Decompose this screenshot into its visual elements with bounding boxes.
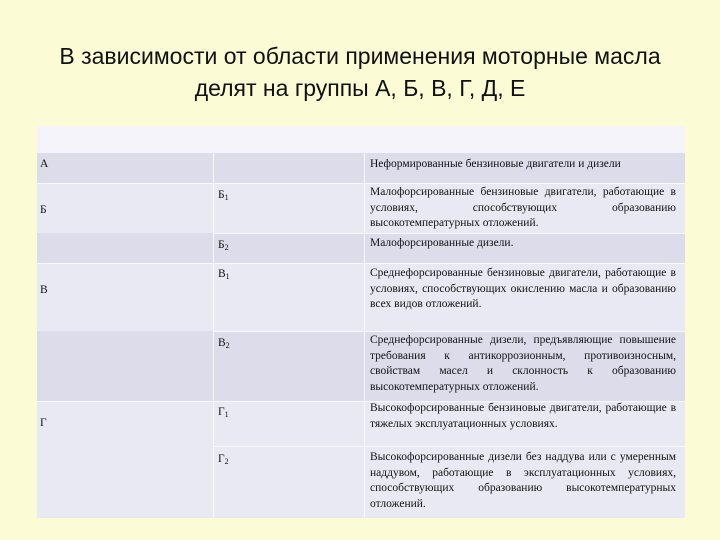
row-divider: [37, 263, 685, 264]
table-header-row: [37, 126, 685, 153]
row-divider: [213, 331, 685, 332]
title-line-2: делят на группы А, Б, В, Г, Д, Е: [194, 75, 526, 101]
slide-title: [20, 40, 700, 104]
description-v1: Среднефорсированные бензиновые двигатели, работающие в условиях, способствующих окислению масла и образованию всех видов отложений.: [370, 267, 676, 310]
column-divider-1: [213, 153, 214, 518]
row-divider: [213, 233, 685, 234]
motor-oil-groups-table: [37, 126, 685, 518]
group-g: Г: [40, 417, 47, 429]
group-v: В: [40, 284, 48, 296]
description-b2: Малофорсированные дизели.: [370, 237, 514, 249]
subgroup-b2: $Б_2$: [218, 239, 229, 252]
column-divider-2: [364, 153, 365, 518]
description-g1: Высокофорсированные бензиновые двигатели, работающие в тяжелых эксплуатационных условиях.: [370, 402, 676, 430]
description-v2: Среднефорсированные дизели, предъявляющие повышение требования к антикоррозионным, противоизносным, свойствам масел и склонность к образованию высокотемпературных отложений.: [370, 334, 676, 393]
description-a: Неформированные бензиновые двигатели и дизели: [370, 158, 621, 170]
subgroup-v2: $В_2$: [218, 337, 230, 350]
subgroup-g1: $Г_1$: [218, 406, 229, 419]
subgroup-g2: $Г_2$: [218, 453, 229, 466]
subgroup-b1: $Б_1$: [218, 189, 229, 202]
group-a: А: [40, 158, 49, 170]
row-divider: [37, 183, 685, 184]
group-b: Б: [40, 204, 47, 216]
description-g2: Высокофорсированные дизели без наддува или с умеренным наддувом, работающие в эксплуатационных условиях, способствующих образованию высокотемпературных отложений.: [370, 451, 676, 510]
description-b1: Малофорсированные бензиновые двигатели, работающие в условиях, способствующих образованию высокотемпературных отложений.: [370, 186, 676, 229]
subgroup-v1: $В_1$: [218, 268, 230, 281]
row-divider: [213, 446, 685, 447]
title-line-1: В зависимости от области применения моторные масла: [59, 43, 661, 69]
